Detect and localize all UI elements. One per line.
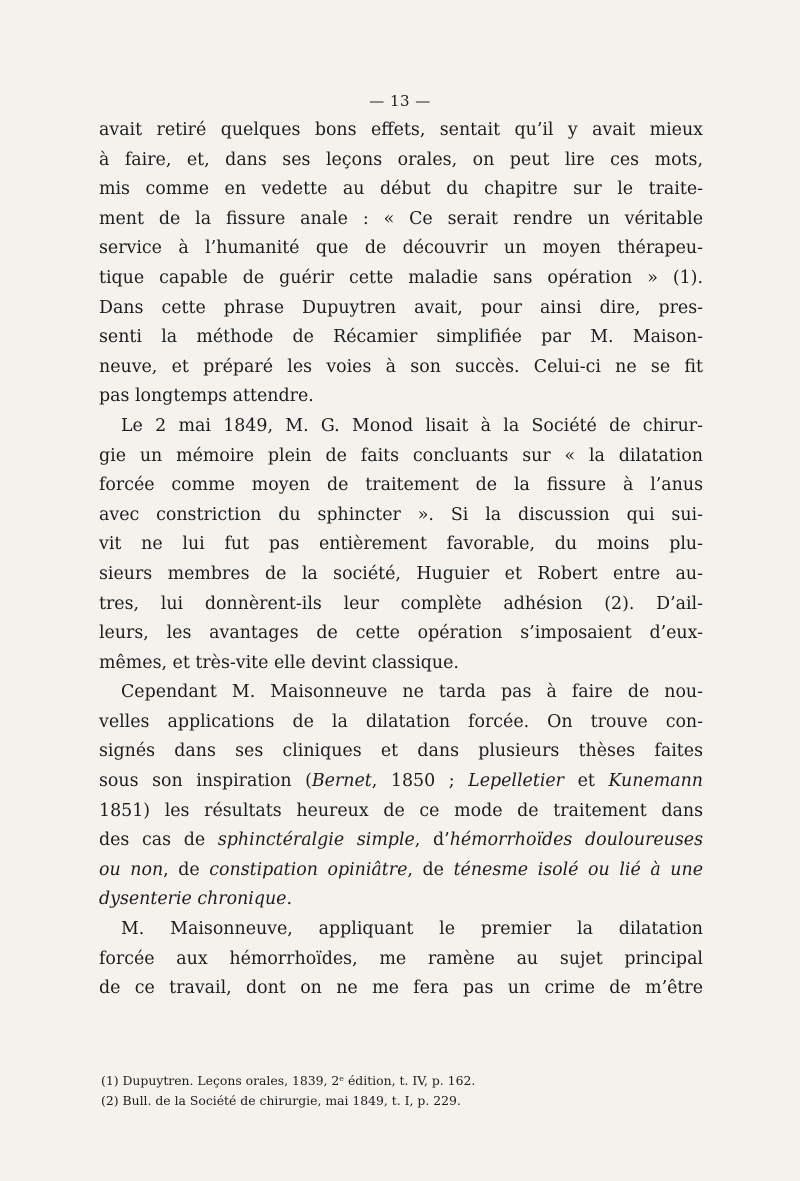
paragraph-3-line-8 (99, 885, 703, 915)
paragraph-4-line-3: de ce travail, dont on ne me fera pas un crime de m’être (99, 978, 703, 999)
paragraph-3-line-2: velles applications de la dilatation forcée. On trouve con- (99, 711, 703, 732)
condition-term: ténesme isolé ou lié à une (453, 859, 703, 880)
paragraph-2-line-6: sieurs membres de la société, Huguier et Robert entre au- (99, 563, 703, 584)
paragraph-3-line-5: 1851) les résultats heureux de ce mode de traitement dans (99, 800, 703, 821)
body-text (99, 116, 703, 1004)
condition-term: constipation opiniâtre (209, 859, 408, 880)
paragraph-1-line-8: senti la méthode de Récamier simplifiée par M. Maison- (99, 327, 703, 348)
text-run: , d’ (414, 830, 450, 851)
paragraph-1-line-5: service à l’humanité que de découvrir un moyen thérapeu- (99, 238, 703, 259)
paragraph-1-line-3: mis comme en vedette au début du chapitre sur le traite- (99, 179, 703, 200)
paragraph-3-line-4 (99, 767, 703, 797)
paragraph-3-line-7 (99, 856, 703, 886)
paragraph-3-line-1: Cependant M. Maisonneuve ne tarda pas à faire de nou- (121, 682, 703, 703)
text-run: . (286, 889, 292, 910)
condition-term: hémorrhoïdes douloureuses (449, 830, 704, 851)
paragraph-2-line-4: avec constriction du sphincter ». Si la discussion qui sui- (99, 504, 703, 525)
paragraph-3-line-3: signés dans ses cliniques et dans plusieurs thèses faites (99, 741, 703, 762)
paragraph-2-line-9: mêmes, et très-vite elle devint classique. (99, 652, 459, 673)
paragraph-1-line-4: ment de la fissure anale : « Ce serait rendre un véritable (99, 208, 703, 229)
paragraph-1-line-7: Dans cette phrase Dupuytren avait, pour ainsi dire, pres- (99, 297, 703, 318)
text-run: , 1850 ; (371, 771, 469, 792)
text-run: , de (407, 859, 454, 880)
condition-term: dysenterie chronique (99, 889, 287, 910)
author-reference: Kunemann (608, 771, 703, 792)
paragraph-2-line-7: tres, lui donnèrent-ils leur complète adhésion (2). D’ail- (99, 593, 703, 614)
paragraph-2-line-8: leurs, les avantages de cette opération s’imposaient d’eux- (99, 623, 703, 644)
paragraph-1-line-6: tique capable de guérir cette maladie sans opération » (1). (99, 267, 703, 288)
paragraph-1-line-2: à faire, et, dans ses leçons orales, on peut lire ces mots, (99, 149, 703, 170)
paragraph-3-line-6 (99, 826, 703, 856)
footnote-1: (1) Dupuytren. Leçons orales, 1839, 2ᵉ édition, t. IV, p. 162. (101, 1073, 476, 1088)
paragraph-1-line-9: neuve, et préparé les voies à son succès. Celui-ci ne se fit (99, 356, 703, 377)
text-run: , de (163, 859, 210, 880)
page-number: — 13 — (369, 92, 431, 110)
paragraph-2-line-2: gie un mémoire plein de faits concluants sur « la dilatation (99, 445, 703, 466)
condition-term: sphinctéralgie simple (217, 830, 415, 851)
author-reference: Bernet (311, 771, 372, 792)
paragraph-4-line-2: forcée aux hémorrhoïdes, me ramène au sujet principal (99, 948, 703, 969)
paragraph-4-line-1: M. Maisonneuve, appliquant le premier la dilatation (121, 919, 703, 940)
paragraph-2-line-5: vit ne lui fut pas entièrement favorable, du moins plu- (99, 534, 703, 555)
text-run: des cas de (99, 830, 218, 851)
paragraph-2-line-1: Le 2 mai 1849, M. G. Monod lisait à la Société de chirur- (121, 415, 703, 436)
footnote-2: (2) Bull. de la Société de chirurgie, mai 1849, t. I, p. 229. (101, 1093, 461, 1108)
condition-term: ou non (99, 859, 164, 880)
author-reference: Lepelletier (468, 771, 564, 792)
paragraph-1-line-1: avait retiré quelques bons effets, sentait qu’il y avait mieux (99, 120, 703, 140)
text-run: sous son inspiration ( (99, 771, 312, 792)
paragraph-1-line-10: pas longtemps attendre. (99, 386, 314, 407)
footnotes (101, 1071, 711, 1111)
paragraph-2-line-3: forcée comme moyen de traitement de la fissure à l’anus (99, 475, 703, 496)
text-run: et (564, 771, 609, 792)
